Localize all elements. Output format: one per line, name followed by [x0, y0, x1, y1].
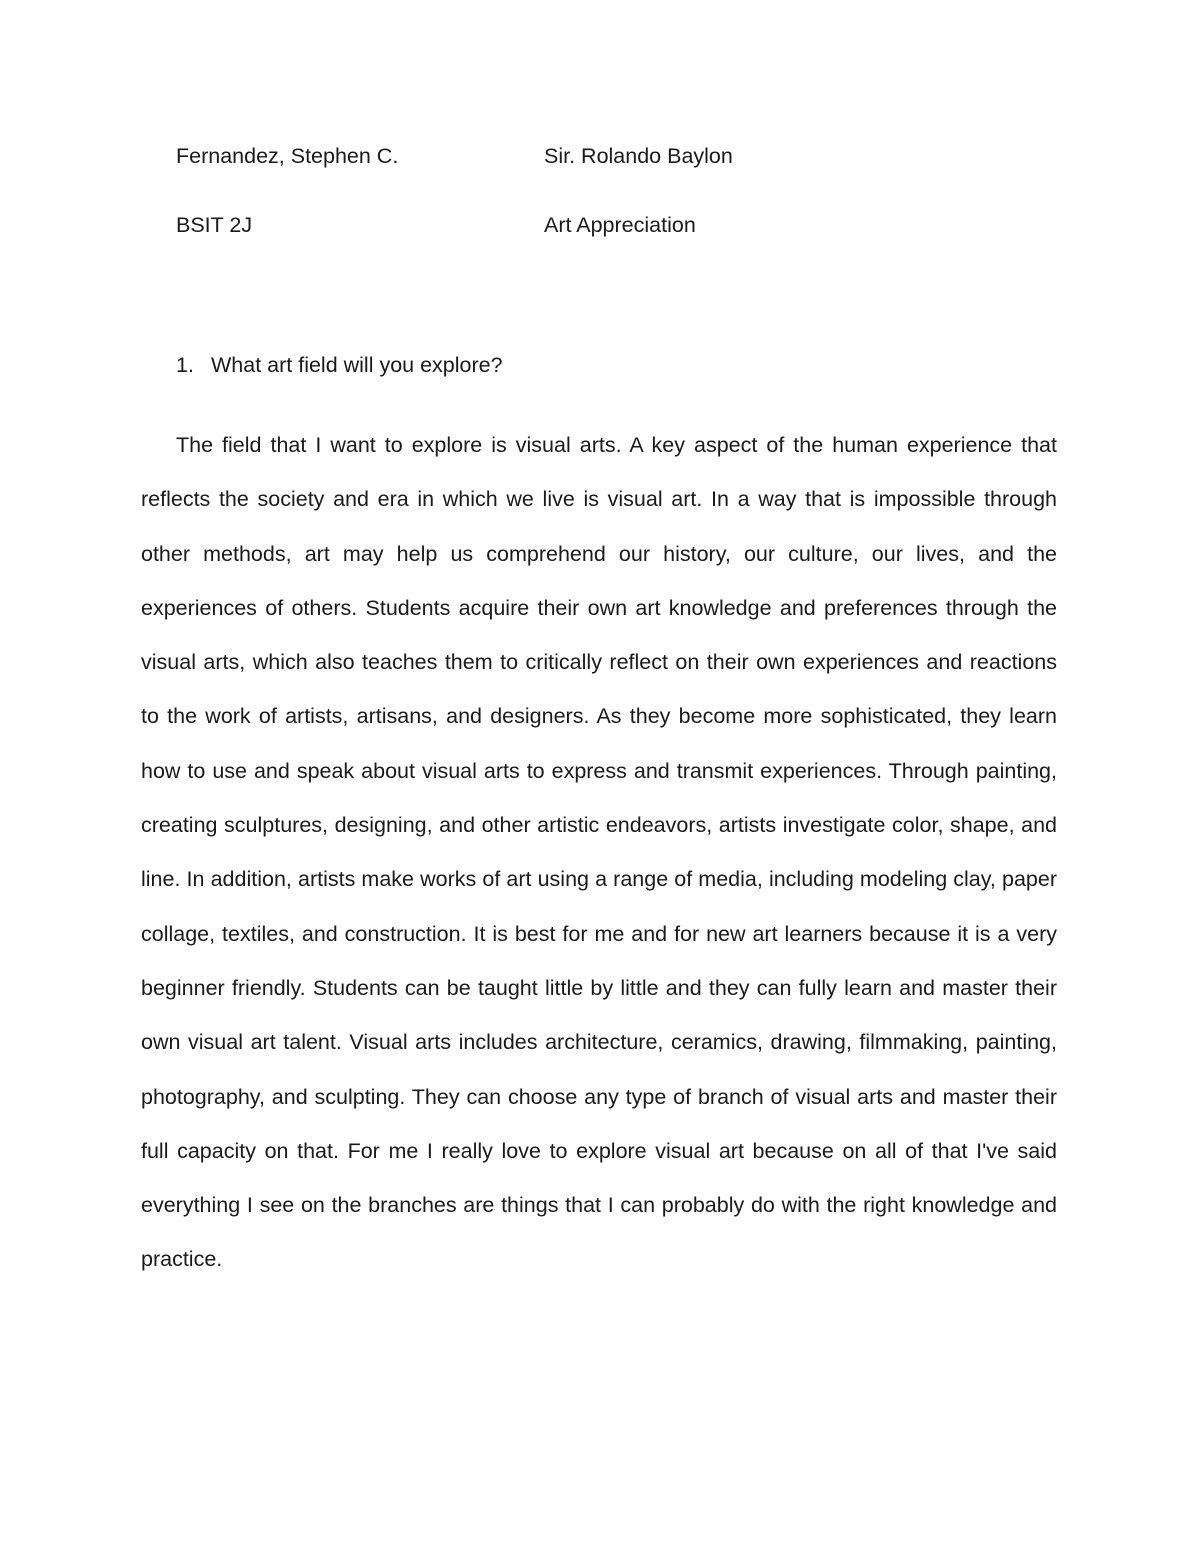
question-heading [176, 352, 503, 378]
student-name: Fernandez, Stephen C. [176, 144, 399, 168]
answer-paragraph: The field that I want to explore is visual arts. A key aspect of the human experience that reflects the society and era in which we live is visual art. In a way that is impossible through other methods, art may help us comprehend our history, our culture, our lives, and the experiences of others. Students acquire their own art knowledge and preferences through the visual arts, which also teaches them to critically reflect on their own experiences and reactions to the work of artists, artisans, and designers. As they become more sophisticated, they learn how to use and speak about visual arts to express and transmit experiences. Through painting, creating sculptures, designing, and other artistic endeavors, artists investigate color, shape, and line. In addition, artists make works of art using a range of media, including modeling clay, paper collage, textiles, and construction. It is best for me and for new art learners because it is a very beginner friendly. Students can be taught little by little and they can fully learn and master their own visual art talent. Visual arts includes architecture, ceramics, drawing, filmmaking, painting, photography, and sculpting. They can choose any type of branch of visual arts and master their full capacity on that. For me I really love to explore visual art because on all of that I've said everything I see on the branches are things that I can probably do with the right knowledge and practice. [141, 433, 1057, 1272]
instructor-name: Sir. Rolando Baylon [544, 144, 733, 168]
question-text: What art field will you explore? [211, 353, 503, 377]
question-number: 1. [176, 353, 194, 377]
class-section: BSIT 2J [176, 213, 253, 237]
subject-name: Art Appreciation [544, 213, 696, 237]
